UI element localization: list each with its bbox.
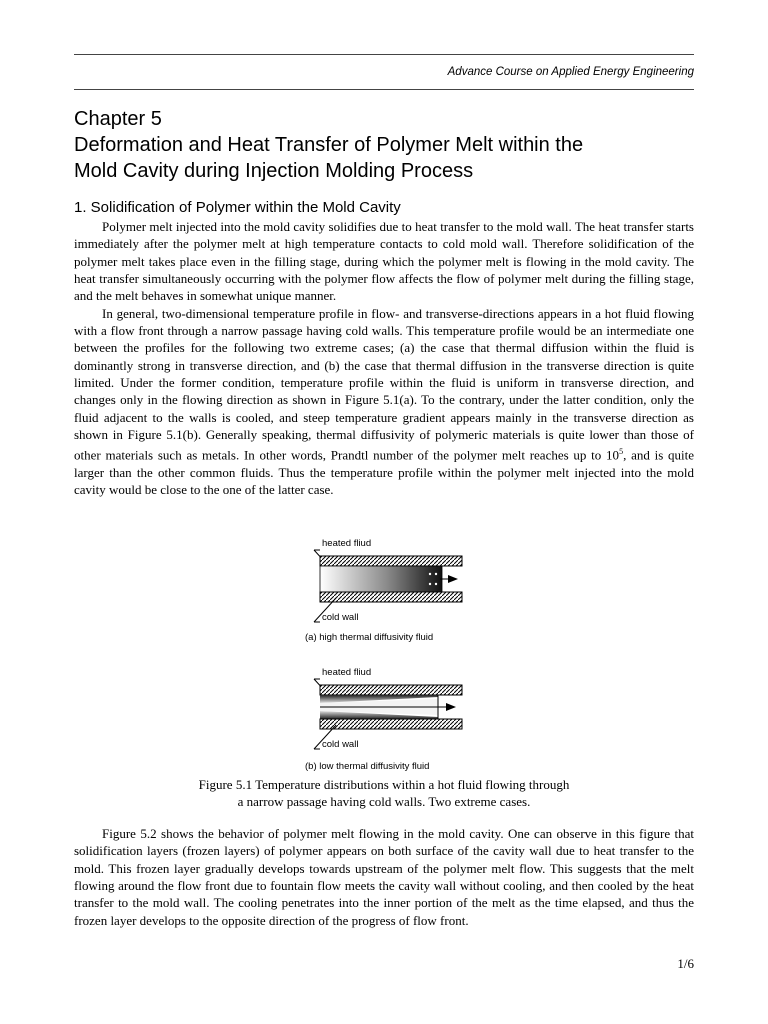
chapter-label: Chapter 5 — [74, 108, 162, 130]
figure-a — [290, 536, 490, 646]
figure-b-caption: (b) low thermal diffusivity fluid — [305, 761, 430, 772]
chapter-title-line2: Mold Cavity during Injection Molding Process — [74, 160, 474, 182]
figure-a-bottom-label: cold wall — [322, 612, 359, 623]
figure-b-diagram — [290, 677, 490, 767]
header-rule — [74, 89, 694, 90]
paragraph-1: Polymer melt injected into the mold cavity solidifies due to heat transfer to the mold wall. The heat transfer starts immediately after the polymer melt at high temperature contacts to cold mold wall. Therefore solidification of the polymer melt takes place even in the filling stage, during which the polymer melt is flowing in the mold cavity. The heat transfer simultaneously occurring with the polymer flow affects the flow of polymer melt during the filling stage, and the melt behaves in somewhat unique manner. — [74, 219, 694, 304]
paragraph-3: Figure 5.2 shows the behavior of polymer melt flowing in the mold cavity. One can observe in this figure that solidification layers (frozen layers) of polymer appears on both surface of the cavity wall due to heat transfer to the mold. This frozen layer gradually develops towards upstream of the polymer melt flow. This suggests that the melt flowing around the flow front due to fountain flow meets the cavity wall without cooling, and then cooled by the heat transfer to the mold wall. The cooling penetrates into the inner portion of the melt as the time elapsed, and thus the frozen layer develops to the opposite direction of the progress of flow front. — [74, 826, 694, 928]
page-number: 1/6 — [677, 956, 694, 971]
section-heading: 1. Solidification of Polymer within the Mold Cavity — [74, 199, 401, 216]
figure-caption-line1: Figure 5.1 Temperature distributions within a hot fluid flowing through — [198, 777, 570, 792]
top-rule — [74, 54, 694, 55]
figure-caption-line2: a narrow passage having cold walls. Two extreme cases. — [237, 794, 531, 809]
figure-b-top-label: heated fliud — [322, 667, 372, 678]
chapter-title-line1: Deformation and Heat Transfer of Polymer Melt within the — [74, 134, 584, 156]
figure-b-bottom-label: cold wall — [322, 739, 359, 750]
chapter-heading — [74, 106, 704, 184]
paragraph-2-text-a: In general, two-dimensional temperature profile in flow- and transverse-directions appears in a hot fluid flowing with a flow front through a narrow passage having cold walls. This temperature profile would be an intermediate one between the profiles for the following two extreme cases; (a) the case that thermal diffusion within the fluid is dominantly strong in transverse direction, and (b) the case that thermal diffusion in the transverse direction is quite limited. Under the former condition, temperature profile within the fluid is uniform in transverse direction, and changes only in the flowing direction as shown in Figure 5.1(a). To the contrary, under the latter condition, only the fluid adjacent to the walls is cooled, and steep temperature gradient appears mainly in the transverse direction as shown in Figure 5.1(b). Generally speaking, thermal diffusivity of polymeric materials is quite lower than those of other materials such as metals. In other words, Prandtl number of the polymer melt reaches up to 10 — [74, 305, 694, 463]
figure-caption — [74, 776, 694, 810]
figure-a-top-label: heated fliud — [322, 538, 372, 549]
paragraph-2 — [74, 305, 694, 499]
body-text-bottom — [74, 825, 694, 929]
running-header: Advance Course on Applied Energy Engineering — [447, 66, 694, 78]
figure-b — [290, 665, 490, 775]
body-text-top — [74, 218, 694, 499]
superscript-exponent: 5 — [619, 447, 624, 457]
figure-a-diagram — [290, 548, 490, 638]
paragraph-2-text-b: , and is quite larger than the other common fluids. Thus the temperature profile within the polymer melt injected into the mold cavity would be close to the one of the latter case. — [74, 447, 695, 498]
figure-a-caption: (a) high thermal diffusivity fluid — [305, 632, 434, 643]
